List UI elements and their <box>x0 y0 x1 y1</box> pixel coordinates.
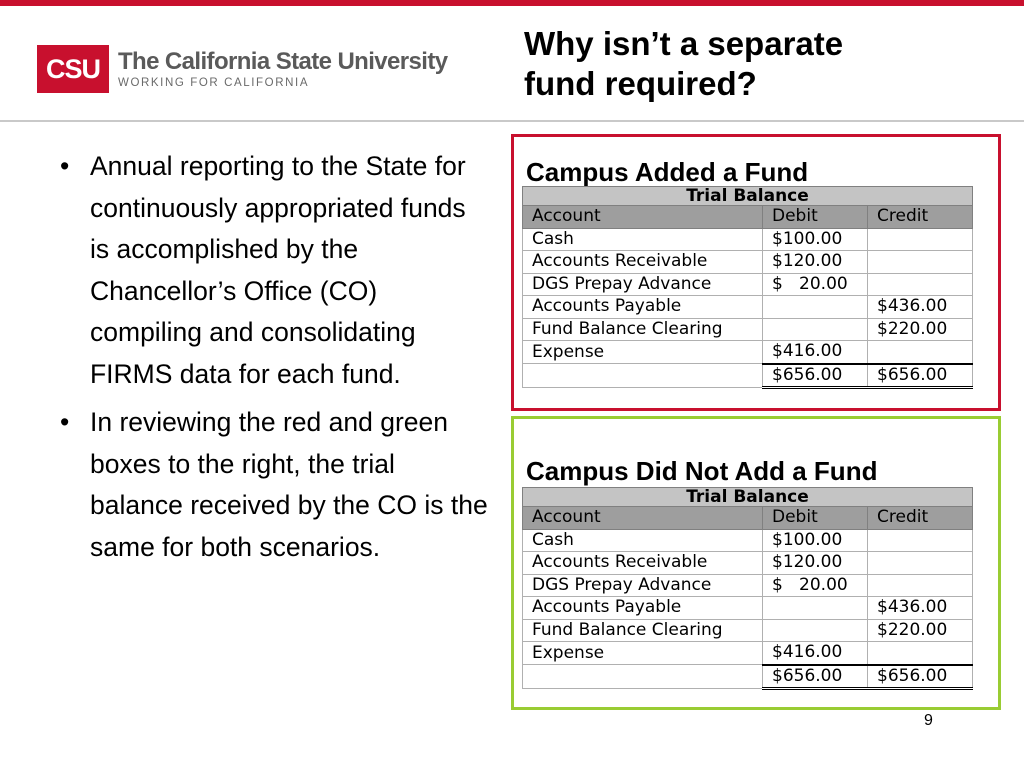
red-scenario-box <box>511 134 1001 411</box>
green-box-title: Campus Did Not Add a Fund <box>526 456 878 486</box>
account-cell: Expense <box>523 642 763 665</box>
credit-cell <box>868 552 973 575</box>
table-row <box>523 574 973 597</box>
column-header-debit: Debit <box>763 507 868 530</box>
trial-balance-table-red <box>522 186 973 389</box>
debit-cell: $416.00 <box>763 341 868 364</box>
credit-cell <box>868 228 973 251</box>
debit-total-cell: $656.00 <box>763 665 868 689</box>
account-cell: Cash <box>523 228 763 251</box>
account-cell: Accounts Payable <box>523 597 763 620</box>
trial-balance-body <box>523 228 973 388</box>
csu-logo-text <box>118 49 448 89</box>
debit-cell <box>763 619 868 642</box>
slide-title-line-2: fund required? <box>524 65 757 102</box>
column-header-debit: Debit <box>763 206 868 229</box>
table-row <box>523 552 973 575</box>
debit-cell: $100.00 <box>763 529 868 552</box>
credit-cell <box>868 574 973 597</box>
table-row <box>523 228 973 251</box>
totals-row <box>523 665 973 689</box>
red-box-title: Campus Added a Fund <box>526 157 809 187</box>
header-divider <box>0 120 1024 122</box>
table-row <box>523 529 973 552</box>
table-row <box>523 296 973 319</box>
debit-cell: $ 20.00 <box>763 574 868 597</box>
credit-cell <box>868 529 973 552</box>
debit-cell <box>763 318 868 341</box>
bullet-list <box>58 146 488 575</box>
account-cell: Fund Balance Clearing <box>523 318 763 341</box>
page-number: 9 <box>924 712 933 729</box>
credit-cell: $220.00 <box>868 619 973 642</box>
table-row <box>523 619 973 642</box>
credit-cell <box>868 273 973 296</box>
top-accent-bar <box>0 0 1024 6</box>
debit-cell: $ 20.00 <box>763 273 868 296</box>
account-cell: Accounts Payable <box>523 296 763 319</box>
logo-tagline: WORKING FOR CALIFORNIA <box>118 77 310 89</box>
table-row <box>523 251 973 274</box>
debit-cell: $120.00 <box>763 251 868 274</box>
slide-title-line-1: Why isn’t a separate <box>524 25 844 62</box>
bullet-dot-icon: • <box>60 151 70 181</box>
account-cell: Cash <box>523 529 763 552</box>
account-cell: Accounts Receivable <box>523 251 763 274</box>
trial-balance-table-green <box>522 487 973 690</box>
debit-cell <box>763 296 868 319</box>
csu-logo <box>37 45 448 93</box>
debit-cell: $120.00 <box>763 552 868 575</box>
credit-cell: $220.00 <box>868 318 973 341</box>
column-header-account: Account <box>523 507 763 530</box>
totals-label-cell <box>523 364 763 388</box>
column-header-account: Account <box>523 206 763 229</box>
bullet-text: Annual reporting to the State for continuously appropriated funds is accomplished by the Chancellor’s Office (CO) compiling and consolidating FIRMS data for each fund. <box>90 151 466 389</box>
debit-cell: $100.00 <box>763 228 868 251</box>
account-cell: Accounts Receivable <box>523 552 763 575</box>
trial-balance-body <box>523 529 973 689</box>
credit-cell <box>868 642 973 665</box>
account-cell: DGS Prepay Advance <box>523 574 763 597</box>
bullet-text: In reviewing the red and green boxes to the right, the trial balance received by the CO is the same for both scenarios. <box>90 407 488 562</box>
debit-cell: $416.00 <box>763 642 868 665</box>
slide-title <box>524 24 1004 104</box>
logo-university-name: The California State University <box>118 48 448 75</box>
table-row <box>523 341 973 364</box>
column-header-credit: Credit <box>868 507 973 530</box>
account-cell: Fund Balance Clearing <box>523 619 763 642</box>
table-row <box>523 597 973 620</box>
trial-balance-caption: Trial Balance <box>523 187 973 206</box>
credit-total-cell: $656.00 <box>868 364 973 388</box>
column-header-credit: Credit <box>868 206 973 229</box>
credit-cell: $436.00 <box>868 597 973 620</box>
totals-row <box>523 364 973 388</box>
green-scenario-box <box>511 416 1001 710</box>
table-row <box>523 273 973 296</box>
credit-cell <box>868 341 973 364</box>
credit-cell: $436.00 <box>868 296 973 319</box>
debit-total-cell: $656.00 <box>763 364 868 388</box>
account-cell: DGS Prepay Advance <box>523 273 763 296</box>
trial-balance-caption: Trial Balance <box>523 488 973 507</box>
table-row <box>523 642 973 665</box>
bullet-item <box>58 146 488 395</box>
debit-cell <box>763 597 868 620</box>
bullet-item <box>58 402 488 568</box>
account-cell: Expense <box>523 341 763 364</box>
bullet-dot-icon: • <box>60 407 70 437</box>
credit-total-cell: $656.00 <box>868 665 973 689</box>
credit-cell <box>868 251 973 274</box>
csu-logo-mark: CSU <box>37 45 109 93</box>
totals-label-cell <box>523 665 763 689</box>
table-row <box>523 318 973 341</box>
